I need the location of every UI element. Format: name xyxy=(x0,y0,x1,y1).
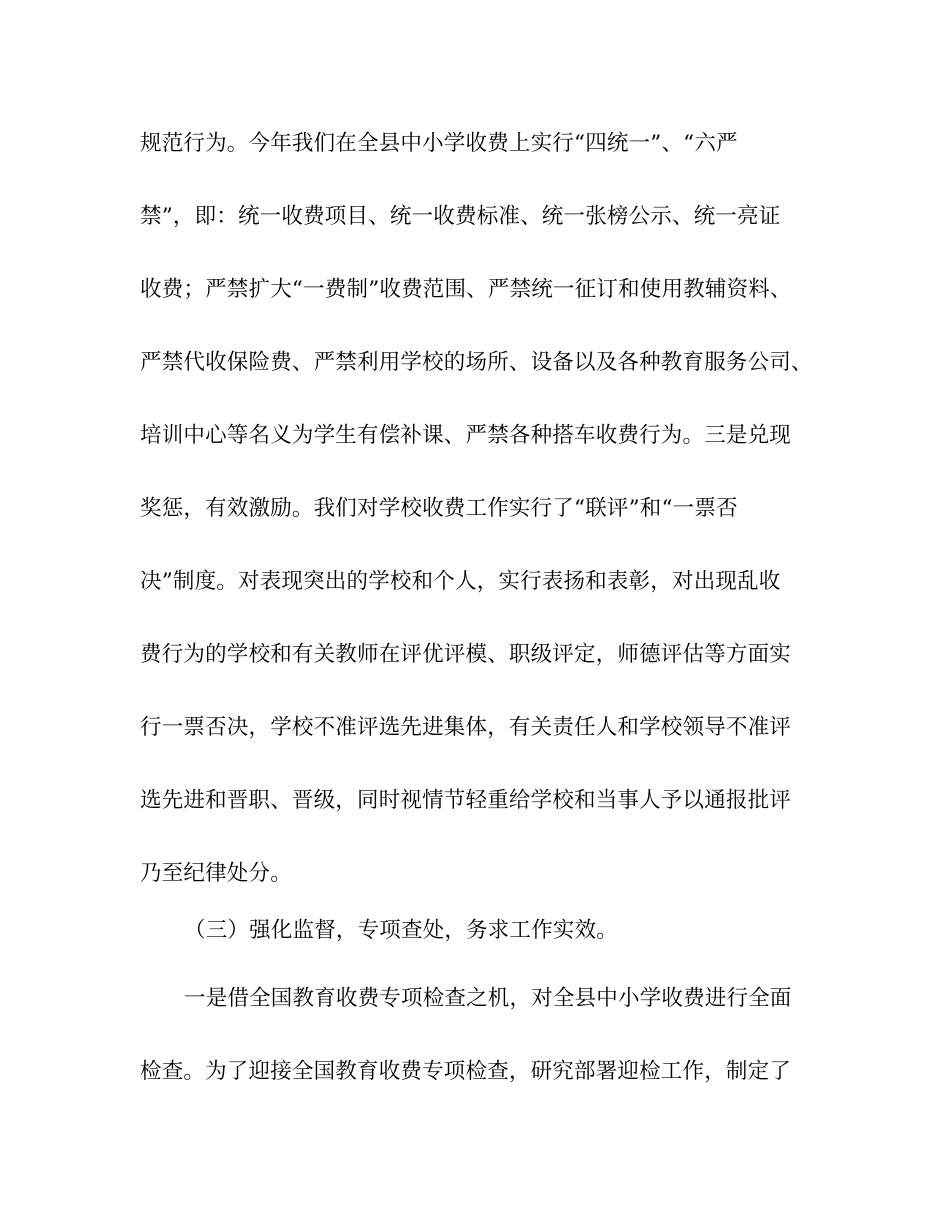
paragraph-line-3: 收费；严禁扩大“一费制”收费范围、严禁统一征订和使用教辅资料、 xyxy=(140,277,792,302)
paragraph-line-9: 行一票否决，学校不准评选先进集体，有关责任人和学校领导不准评 xyxy=(140,715,792,740)
paragraph-line-11: 乃至纪律处分。 xyxy=(140,861,292,886)
paragraph-line-6: 奖惩，有效激励。我们对学校收费工作实行了“联评”和“一票否 xyxy=(140,496,738,521)
paragraph-line-13: 一是借全国教育收费专项检查之机，对全县中小学收费进行全面 xyxy=(184,986,792,1011)
paragraph-line-5: 培训中心等名义为学生有偿补课、严禁各种搭车收费行为。三是兑现 xyxy=(140,423,792,448)
paragraph-line-2: 禁”，即：统一收费项目、统一收费标准、统一张榜公示、统一亮证 xyxy=(140,204,781,229)
paragraph-line-7: 决”制度。对表现突出的学校和个人，实行表扬和表彰，对出现乱收 xyxy=(140,569,781,594)
paragraph-line-1: 规范行为。今年我们在全县中小学收费上实行“四统一”、“六严 xyxy=(140,131,738,156)
paragraph-line-10: 选先进和晋职、晋级，同时视情节轻重给学校和当事人予以通报批评 xyxy=(140,788,792,813)
paragraph-line-4: 严禁代收保险费、严禁利用学校的场所、设备以及各种教育服务公司、 xyxy=(140,350,813,375)
paragraph-line-8: 费行为的学校和有关教师在评优评模、职级评定，师德评估等方面实 xyxy=(140,642,792,667)
section-heading: （三）强化监督，专项查处，务求工作实效。 xyxy=(184,918,619,943)
paragraph-line-14: 检查。为了迎接全国教育收费专项检查，研究部署迎检工作，制定了 xyxy=(140,1059,792,1084)
